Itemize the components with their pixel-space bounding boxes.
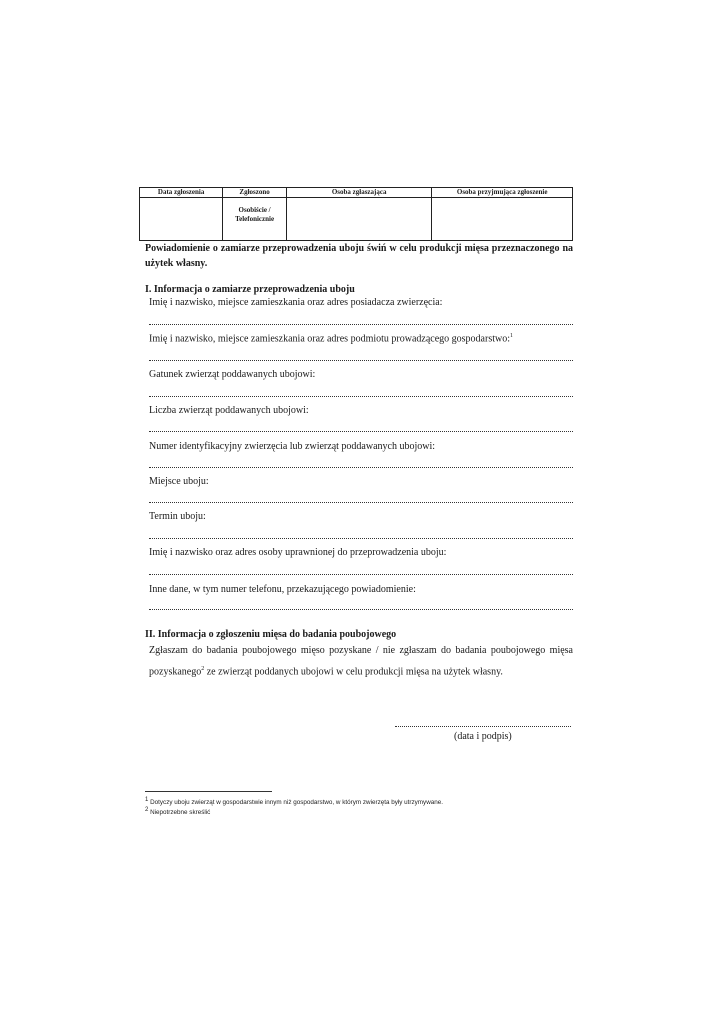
field-line-slaughter-place[interactable] <box>149 502 573 503</box>
field-label-other-data: Inne dane, w tym numer telefonu, przekazującego powiadomienie: <box>149 584 416 595</box>
field-line-farm-operator[interactable] <box>149 360 573 361</box>
document-title: Powiadomienie o zamiarze przeprowadzenia uboju świń w celu produkcji mięsa przeznaczonego na użytek własny. <box>145 243 573 269</box>
section-2-declaration: Zgłaszam do badania poubojowego mięso pozyskane / nie zgłaszam do badania poubojowego mięsa pozyskanego$^2$ ze zwierząt poddanych ubojowi w celu produkcji mięsa na użytek własny. <box>149 645 573 678</box>
field-line-slaughterer[interactable] <box>149 574 573 575</box>
footnote-2: 2 Niepotrzebne skreślić <box>145 807 211 817</box>
footnote-ref-1: 1 <box>510 333 513 339</box>
registration-table <box>139 187 573 241</box>
method-option-phone: Telefonicznie <box>235 215 275 223</box>
footnote-ref-2: 2 <box>201 666 205 672</box>
field-label-count: Liczba zwierząt poddawanych ubojowi: <box>149 405 309 416</box>
footnote-1: 1 Dotyczy uboju zwierząt w gospodarstwie innym niż gospodarstwo, w którym zwierzęta były utrzymywane. <box>145 797 444 807</box>
header-method: Zgłoszono <box>223 188 287 198</box>
field-line-species[interactable] <box>149 396 573 397</box>
date-cell[interactable] <box>140 198 223 241</box>
header-reporting-person: Osoba zgłaszająca <box>286 188 431 198</box>
footnote-separator <box>145 791 272 792</box>
field-label-owner: Imię i nazwisko, miejsce zamieszkania oraz adres posiadacza zwierzęcia: <box>149 297 443 308</box>
table-entry-row <box>140 198 573 241</box>
field-label-slaughter-place: Miejsce uboju: <box>149 476 209 487</box>
field-label-species: Gatunek zwierząt poddawanych ubojowi: <box>149 369 316 380</box>
signature-caption: (data i podpis) <box>454 731 512 742</box>
field-line-id-number[interactable] <box>149 467 573 468</box>
method-cell[interactable] <box>223 198 287 241</box>
field-line-count[interactable] <box>149 431 573 432</box>
field-line-owner[interactable] <box>149 324 573 325</box>
field-label-slaughter-date: Termin uboju: <box>149 511 206 522</box>
field-label-slaughterer: Imię i nazwisko oraz adres osoby uprawnionej do przeprowadzenia uboju: <box>149 547 447 558</box>
field-line-other-data[interactable] <box>149 609 573 610</box>
header-date: Data zgłoszenia <box>140 188 223 198</box>
header-receiving-person: Osoba przyjmująca zgłoszenie <box>432 188 573 198</box>
section-1-heading: I. Informacja o zamiarze przeprowadzenia uboju <box>145 284 355 295</box>
receiving-person-cell[interactable] <box>432 198 573 241</box>
table-header-row <box>140 188 573 198</box>
field-line-slaughter-date[interactable] <box>149 538 573 539</box>
reporting-person-cell[interactable] <box>286 198 431 241</box>
method-option-in-person: Osobiście / <box>238 206 271 214</box>
section-2-heading: II. Informacja o zgłoszeniu mięsa do badania poubojowego <box>145 629 397 640</box>
signature-line[interactable] <box>395 726 571 727</box>
field-label-id-number: Numer identyfikacyjny zwierzęcia lub zwierząt poddawanych ubojowi: <box>149 441 436 452</box>
field-label-farm-operator: Imię i nazwisko, miejsce zamieszkania oraz adres podmiotu prowadzącego gospodarstwo:$^1$ <box>149 333 513 345</box>
